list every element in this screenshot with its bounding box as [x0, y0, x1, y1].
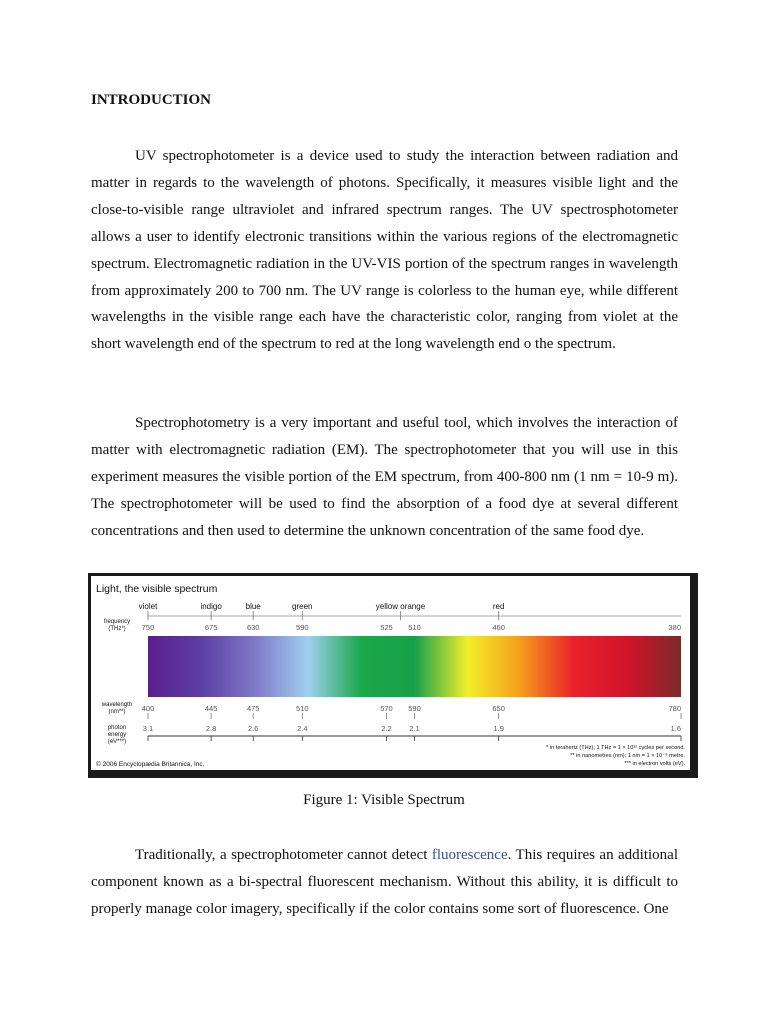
- photon-label: photon: [107, 725, 127, 731]
- energy-tick-label: 1.9: [493, 724, 504, 733]
- frequency-tick-label: 750: [141, 623, 155, 632]
- energy-unit-label: (eV***): [107, 739, 127, 745]
- energy-label: energy: [107, 732, 127, 738]
- wavelength-tick-label: 510: [296, 704, 309, 713]
- frequency-tick-label: 525: [380, 623, 393, 632]
- note-wavelength: ** in nanometres (nm); 1 nm = 1 × 10⁻⁹ metre.: [570, 753, 685, 759]
- wavelength-tick-label: 445: [204, 704, 218, 713]
- fluorescence-link[interactable]: fluorescence: [431, 847, 508, 863]
- energy-tick-label: 2.4: [297, 724, 308, 733]
- wavelength-tick-label: 475: [246, 704, 260, 713]
- color-name-label: red: [492, 602, 505, 611]
- frequency-tick-label: 380: [668, 623, 681, 632]
- wavelength-tick-label: 400: [141, 704, 155, 713]
- figure-caption: Figure 1: Visible Spectrum: [303, 792, 465, 808]
- wavelength-label: wavelength: [101, 702, 133, 708]
- figure-title: Light, the visible spectrum: [96, 583, 218, 595]
- section-heading: INTRODUCTION: [91, 92, 212, 108]
- frequency-tick-label: 630: [246, 623, 260, 632]
- wavelength-tick-label: 780: [668, 704, 681, 713]
- energy-tick-label: 2.6: [247, 724, 259, 733]
- copyright: © 2006 Encyclopædia Britannica, Inc.: [96, 761, 205, 768]
- frequency-tick-label: 590: [296, 623, 309, 632]
- paragraph-intro: UV spectrophotometer is a device used to study the interaction between radiation and matter in regards to the wavelength of photons. Specifically, it measures visible light and the close-to-visible range ultraviolet and infrared spectrum ranges. The UV spectrosphotometer allows a user to identify electronic transitions within the various regions of the electromagnetic spectrum. Electromagnetic radiation in the UV-VIS portion of the spectrum ranges in wavelength from approximately 200 to 700 nm. The UV range is colorless to the human eye, while different wavelengths in the visible range each have the characteristic color, ranging from violet at the short wavelength end of the spectrum to red at the long wavelength end o the spectrum.: [91, 148, 678, 353]
- frequency-tick-label: 675: [204, 623, 218, 632]
- color-name-label: green: [292, 602, 313, 611]
- spectrum-band: [148, 636, 681, 697]
- frequency-label: frequency: [103, 619, 131, 625]
- energy-tick-label: 1.6: [670, 724, 681, 733]
- energy-tick-label: 3.1: [142, 724, 154, 733]
- color-name-label: violet: [138, 602, 158, 611]
- energy-tick-label: 2.1: [409, 724, 420, 733]
- paragraph-fluorescence-text-start: Traditionally, a spectrophotometer cannot detect: [135, 847, 432, 863]
- paragraph-fluorescence-text-end: . This requires an additional component known as a bi-spectral fluorescent mechanism. Without this ability, it is difficult to properly manage color imagery, specifically if the color contains some sort of fluorescence. One: [91, 847, 678, 917]
- color-name-label: blue: [245, 602, 261, 611]
- note-frequency: * in terahertz (THz); 1 THz = 1 × 10¹² cycles per second.: [546, 745, 685, 751]
- paragraph-spectrophotometry: Spectrophotometry is a very important and useful tool, which involves the interaction of matter with electromagnetic radiation (EM). The spectrophotometer that you will use in this experiment measures the visible portion of the EM spectrum, from 400-800 nm (1 nm = 10-9 m). The spectrophotometer will be used to find the absorption of a food dye at several different concentrations and then used to determine the unknown concentration of the same food dye.: [91, 415, 678, 539]
- wavelength-tick-label: 650: [492, 704, 505, 713]
- wavelength-tick-label: 570: [380, 704, 393, 713]
- frequency-unit-label: (THz*): [108, 626, 126, 632]
- visible-spectrum-figure: [88, 573, 698, 778]
- note-energy: *** in electron volts (eV).: [624, 761, 685, 767]
- wavelength-tick-label: 590: [408, 704, 421, 713]
- energy-tick-label: 2.8: [205, 724, 217, 733]
- color-name-label: indigo: [200, 602, 222, 611]
- frequency-tick-label: 510: [408, 623, 421, 632]
- wavelength-unit-label: (nm**): [108, 709, 126, 715]
- energy-tick-label: 2.2: [381, 724, 392, 733]
- color-name-label: yellow orange: [375, 602, 426, 611]
- frequency-tick-label: 460: [492, 623, 505, 632]
- paragraph-fluorescence: [91, 842, 678, 923]
